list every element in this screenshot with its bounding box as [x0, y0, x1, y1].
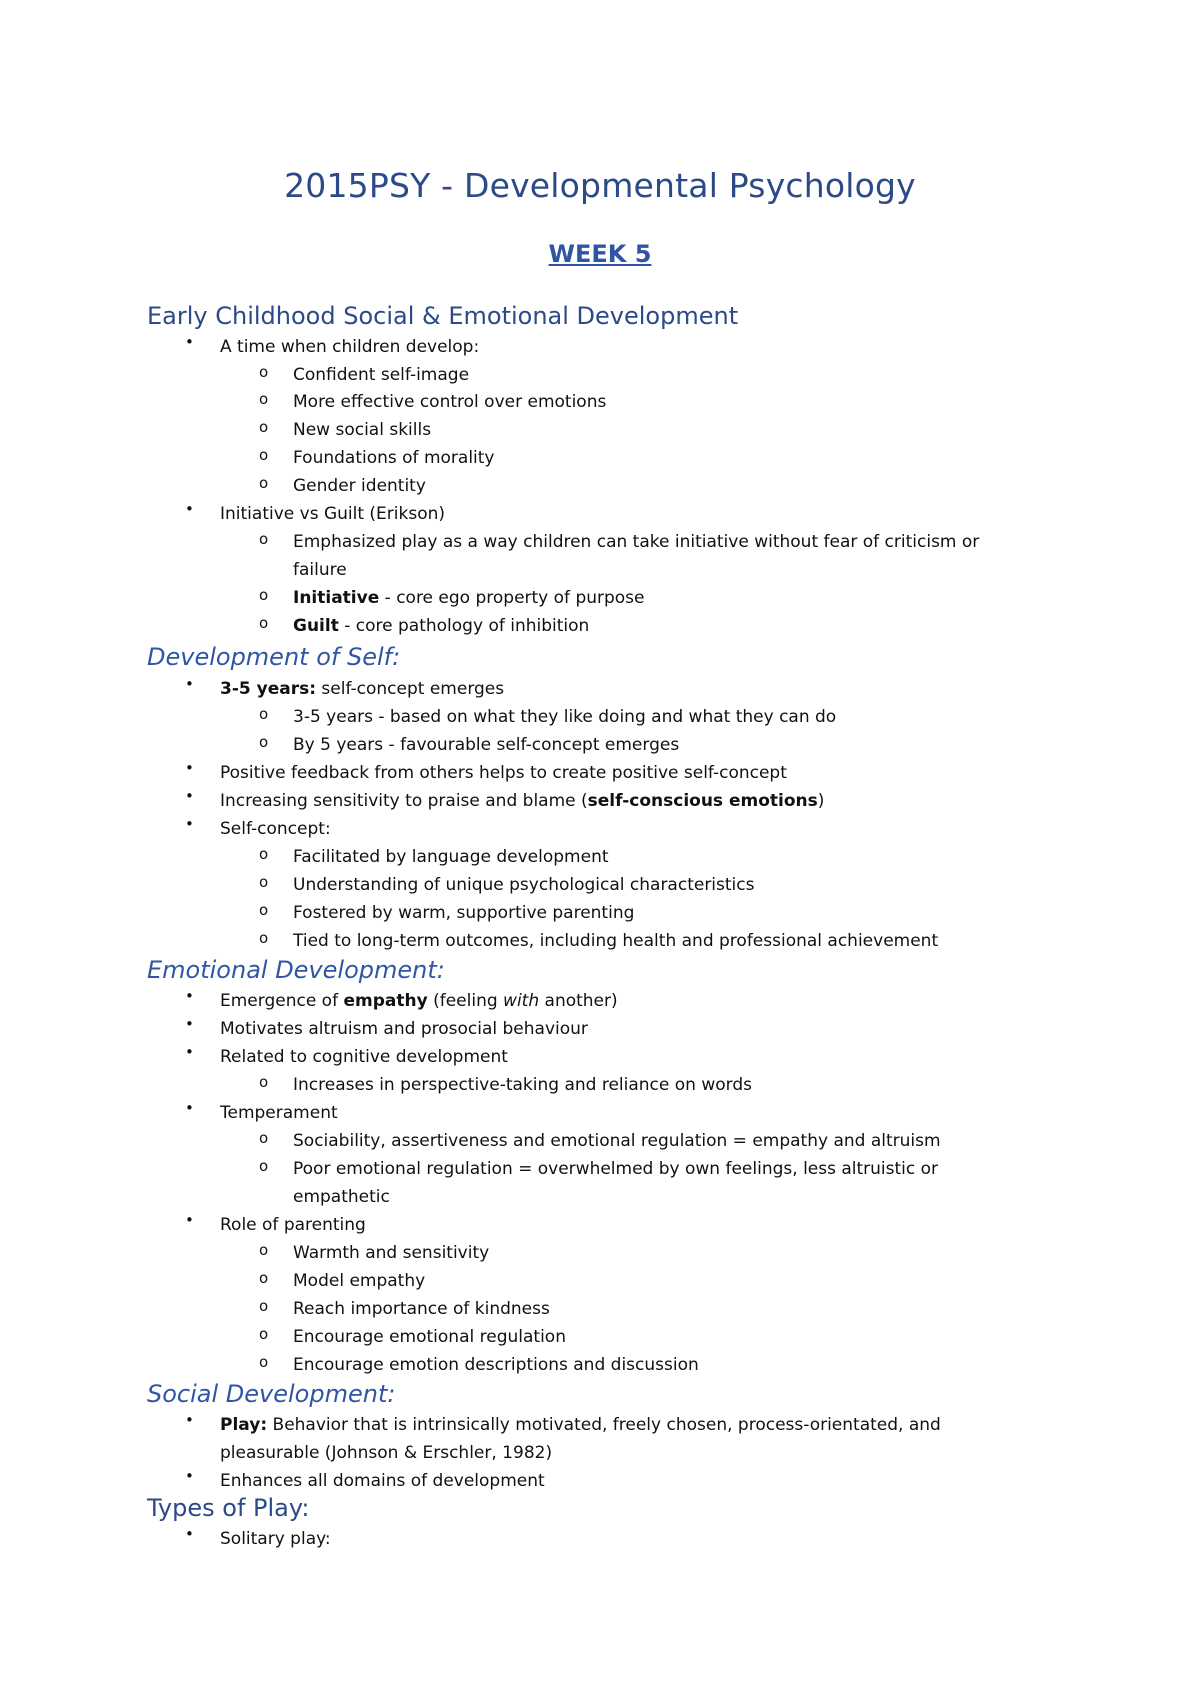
list-item [220, 1414, 941, 1436]
bullet: o [259, 390, 269, 408]
bullet: • [185, 1525, 194, 1543]
bullet: o [259, 873, 269, 891]
bullet: • [185, 1467, 194, 1485]
bullet: o [259, 733, 269, 751]
term-guilt: Guilt [293, 616, 339, 636]
bullet: o [259, 586, 269, 604]
section-heading-social-development: Social Development: [147, 1380, 396, 1408]
list-item: Enhances all domains of development [220, 1471, 545, 1491]
bullet: o [259, 705, 269, 723]
list-item: Solitary play: [220, 1529, 331, 1549]
list-item: Poor emotional regulation = overwhelmed by own feelings, less altruistic or [293, 1159, 939, 1179]
bullet: o [259, 418, 269, 436]
list-item: Initiative vs Guilt (Erikson) [220, 504, 446, 524]
bullet: o [259, 363, 269, 381]
bullet: • [185, 787, 194, 805]
bullet: • [185, 1015, 194, 1033]
bullet: o [259, 1157, 269, 1175]
bullet: • [185, 333, 194, 351]
text-run: another) [539, 991, 618, 1011]
list-item: Encourage emotion descriptions and discussion [293, 1355, 699, 1375]
term-definition: Behavior that is intrinsically motivated, freely chosen, process-orientated, and [267, 1415, 941, 1435]
list-item: Temperament [220, 1103, 338, 1123]
list-item: Understanding of unique psychological characteristics [293, 875, 755, 895]
list-item [293, 587, 645, 609]
term-definition: self-concept emerges [316, 679, 505, 699]
list-item [293, 615, 589, 637]
list-item: More effective control over emotions [293, 392, 607, 412]
section-heading-emotional-development: Emotional Development: [147, 956, 445, 984]
term-self-conscious-emotions: self-conscious emotions [587, 791, 818, 811]
bullet: o [259, 614, 269, 632]
bullet: o [259, 1241, 269, 1259]
bullet: o [259, 1269, 269, 1287]
week-heading: WEEK 5 [548, 240, 652, 268]
list-item: Role of parenting [220, 1215, 366, 1235]
bullet: • [185, 675, 194, 693]
term-definition: - core ego property of purpose [379, 588, 645, 608]
list-item [220, 678, 504, 700]
list-item: Fostered by warm, supportive parenting [293, 903, 635, 923]
bullet: • [185, 815, 194, 833]
list-item: Model empathy [293, 1271, 426, 1291]
section-heading-types-of-play: Types of Play: [147, 1494, 310, 1522]
section-heading-development-of-self: Development of Self: [147, 643, 401, 671]
list-item: Emphasized play as a way children can take initiative without fear of criticism or [293, 532, 980, 552]
text-run: ) [817, 791, 825, 811]
list-item: Motivates altruism and prosocial behaviour [220, 1019, 588, 1039]
list-item: New social skills [293, 420, 432, 440]
list-item: Warmth and sensitivity [293, 1243, 490, 1263]
list-item: 3-5 years - based on what they like doing and what they can do [293, 707, 837, 727]
list-item: Increases in perspective-taking and reliance on words [293, 1075, 752, 1095]
text-run: Increasing sensitivity to praise and blame ( [220, 791, 588, 811]
bullet: • [185, 1411, 194, 1429]
list-item: Reach importance of kindness [293, 1299, 550, 1319]
term-age: 3-5 years: [220, 679, 317, 699]
bullet: • [185, 500, 194, 518]
bullet: o [259, 530, 269, 548]
term-initiative: Initiative [293, 588, 380, 608]
list-item: Tied to long-term outcomes, including health and professional achievement [293, 931, 939, 951]
bullet: o [259, 1297, 269, 1315]
text-run: (feeling [427, 991, 504, 1011]
bullet: o [259, 1325, 269, 1343]
list-item: Positive feedback from others helps to create positive self-concept [220, 763, 787, 783]
term-play: Play: [220, 1415, 268, 1435]
bullet: o [259, 845, 269, 863]
list-item [220, 990, 618, 1012]
list-item: Sociability, assertiveness and emotional regulation = empathy and altruism [293, 1131, 941, 1151]
list-item-continuation: pleasurable (Johnson & Erschler, 1982) [220, 1443, 553, 1463]
bullet: o [259, 446, 269, 464]
bullet: o [259, 474, 269, 492]
list-item: Foundations of morality [293, 448, 495, 468]
document-title: 2015PSY - Developmental Psychology [284, 166, 916, 205]
bullet: • [185, 1099, 194, 1117]
list-item: Self-concept: [220, 819, 331, 839]
bullet: • [185, 987, 194, 1005]
list-item-continuation: empathetic [293, 1187, 390, 1207]
bullet: o [259, 1073, 269, 1091]
list-item-continuation: failure [293, 560, 347, 580]
list-item: By 5 years - favourable self-concept emerges [293, 735, 680, 755]
bullet: • [185, 1043, 194, 1061]
bullet: o [259, 901, 269, 919]
term-empathy: empathy [343, 991, 428, 1011]
text-run: Emergence of [220, 991, 344, 1011]
bullet: • [185, 759, 194, 777]
bullet: o [259, 929, 269, 947]
section-heading-early-childhood: Early Childhood Social & Emotional Development [147, 302, 739, 330]
list-item: Encourage emotional regulation [293, 1327, 566, 1347]
list-item: Confident self-image [293, 365, 470, 385]
list-item: Facilitated by language development [293, 847, 609, 867]
bullet: o [259, 1353, 269, 1371]
list-item: Gender identity [293, 476, 426, 496]
list-item [220, 790, 824, 812]
bullet: o [259, 1129, 269, 1147]
term-definition: - core pathology of inhibition [338, 616, 590, 636]
list-item: A time when children develop: [220, 337, 480, 357]
emphasis-with: with [503, 991, 540, 1011]
list-item: Related to cognitive development [220, 1047, 508, 1067]
bullet: • [185, 1211, 194, 1229]
